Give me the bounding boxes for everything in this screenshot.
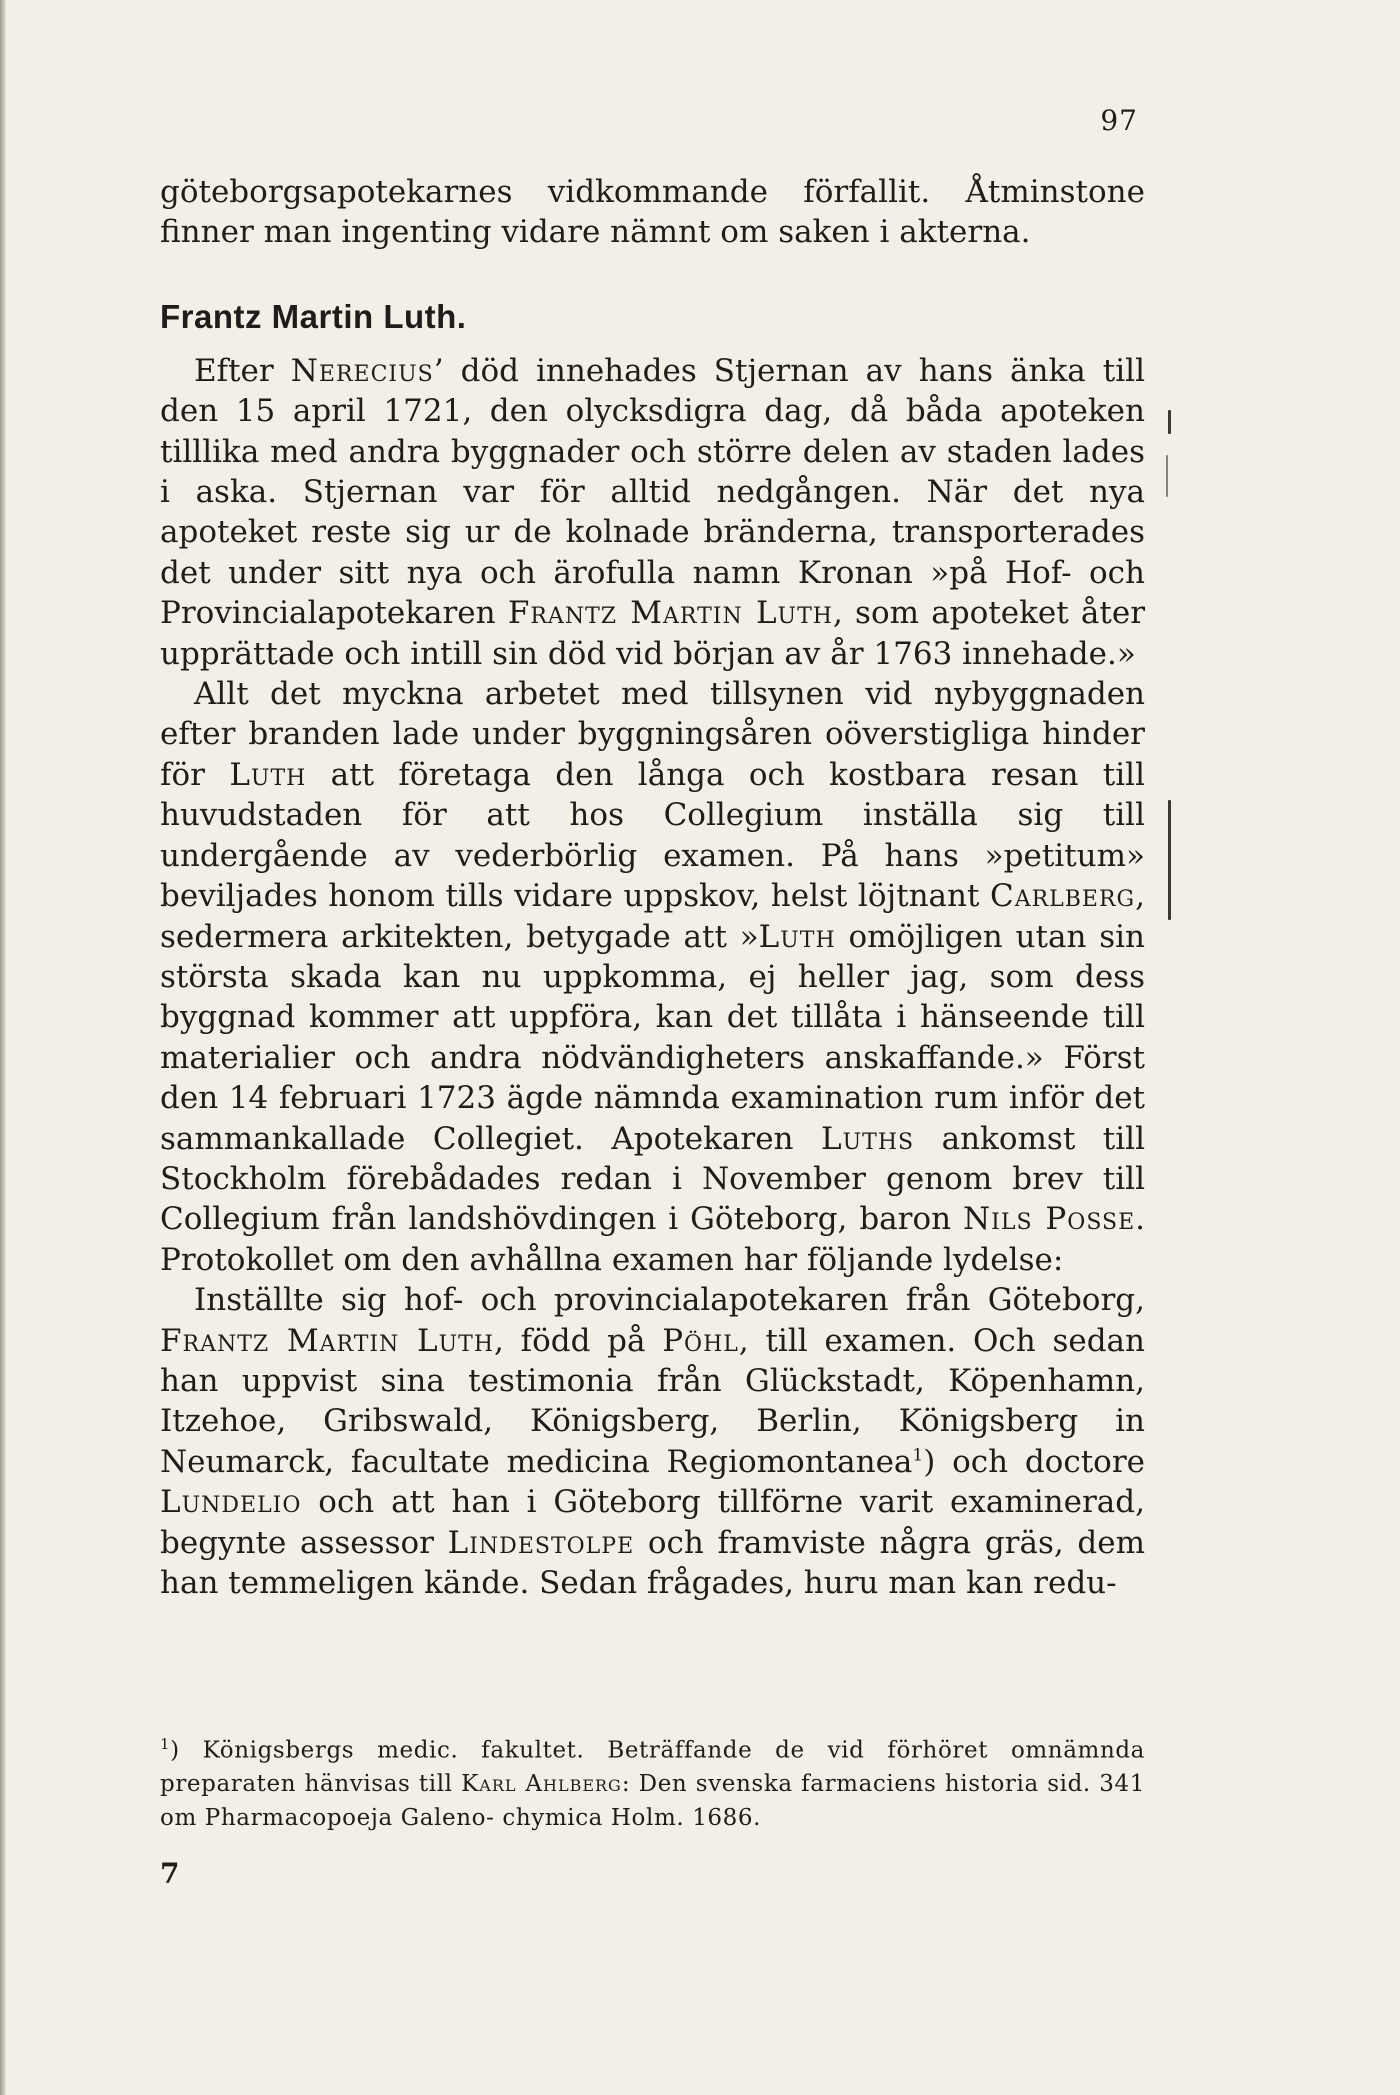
text-run: ) och doctore — [923, 1443, 1145, 1480]
person-name: Nils Posse — [963, 1201, 1136, 1238]
text-run: Efter — [194, 352, 291, 389]
paragraph-1 — [160, 351, 1145, 674]
text-run: , som apoteket åter upprättade och intill sin död vid början av år 1763 innehade.» — [160, 595, 1146, 672]
person-name: Nerecius — [290, 352, 434, 389]
text-run: Allt det myckna arbetet med tillsynen vid nybyggnaden efter branden lade under byggningsåren oöverstigliga hinder för — [160, 676, 1145, 793]
section-heading: Frantz Martin Luth. — [160, 297, 467, 335]
paragraph-2 — [160, 674, 1145, 1280]
text-run: , sedermera arkitekten, betygade att » — [160, 878, 1145, 955]
text-run: ) Königsbergs medic. fakultet. Beträffande de vid förhöret omnämnda preparaten hänvisas till — [160, 1737, 1145, 1798]
person-name: Luth — [229, 756, 307, 793]
text-run: att företaga den långa och kostbara resan till huvudstaden för att hos Collegium inställa sig till undergående av vederbörlig examen. På hans »petitum» beviljades honom tills vidare uppskov, helst löjtnant — [160, 756, 1146, 915]
footnote-reference[interactable]: 1 — [912, 1445, 924, 1466]
paragraph-3 — [160, 1280, 1145, 1603]
margin-mark — [1168, 410, 1171, 434]
person-name: Lundelio — [160, 1484, 302, 1521]
text-run: , född på — [494, 1322, 663, 1359]
footnote-mark: 1 — [160, 1735, 171, 1753]
text-run: omöjligen utan sin största skada kan nu uppkomma, ej heller jag, som dess byggnad kommer att uppföra, kan det tillåta i hänseende till materialier och andra nödvändigheters anskaffande.» Först den 14 februari 1723 ägde nämnda examination rum inför det sammankallade Collegiet. Apotekaren — [160, 918, 1145, 1157]
text-run: ’ död innehades Stjernan av hans änka till den 15 april 1721, den olycksdigra dag, då båda apoteken tilllika med andra byggnader och större delen av staden lades i aska. Stjernan var för alltid nedgången. När det nya apoteket reste sig ur de kolnade bränderna, transporterades det under sitt nya och ärofulla namn Kronan »på Hof- och Provincialapotekaren — [160, 352, 1145, 632]
person-name: Frantz Martin Luth — [507, 595, 833, 632]
text-run: och framviste några gräs, dem han temmeligen kände. Sedan frågades, huru man kan redu- — [160, 1524, 1146, 1601]
intro-paragraph: göteborgsapotekarnes vidkommande förfallit. Åtminstone finner man ingenting vidare nämnt om saken i akterna. — [160, 174, 1145, 251]
person-name: Lindestolpe — [447, 1524, 635, 1561]
main-text — [160, 172, 1145, 1603]
margin-mark — [1168, 800, 1171, 920]
person-name: Luths — [821, 1120, 915, 1157]
margin-mark — [1166, 455, 1168, 497]
person-name: Karl Ahlberg — [461, 1771, 622, 1798]
text-run: : Den svenska farmaciens historia sid. 341 om Pharmacopoeja Galeno- chymica Holm. 1686. — [160, 1771, 1146, 1831]
person-name: Frantz Martin Luth — [160, 1322, 495, 1359]
text-run: . Protokollet om den avhållna examen har följande lydelse: — [160, 1201, 1145, 1278]
text-run: , till examen. Och sedan han uppvist sina testimonia från Glückstadt, Köpenhamn, Itzehoe, Gribswald, Königsberg, Berlin, Königsberg in Neumarck, facultate medicina Regiomontanea — [160, 1322, 1145, 1480]
text-run: ankomst till Stockholm förebådades redan i November genom brev till Collegium från landshövdingen i Göteborg, baron — [160, 1120, 1145, 1238]
signature-mark: 7 — [160, 1857, 180, 1890]
text-run: Inställte sig hof- och provincialapotekaren från Göteborg, — [194, 1282, 1145, 1319]
person-name: Luth — [758, 918, 836, 955]
page-number: 97 — [1100, 104, 1138, 137]
person-name: Carlberg — [989, 878, 1136, 915]
text-run: och att han i Göteborg tillförne varit examinerad, begynte assessor — [160, 1484, 1145, 1561]
place-name: Pöhl — [662, 1322, 739, 1359]
footnote — [160, 1728, 1145, 1835]
